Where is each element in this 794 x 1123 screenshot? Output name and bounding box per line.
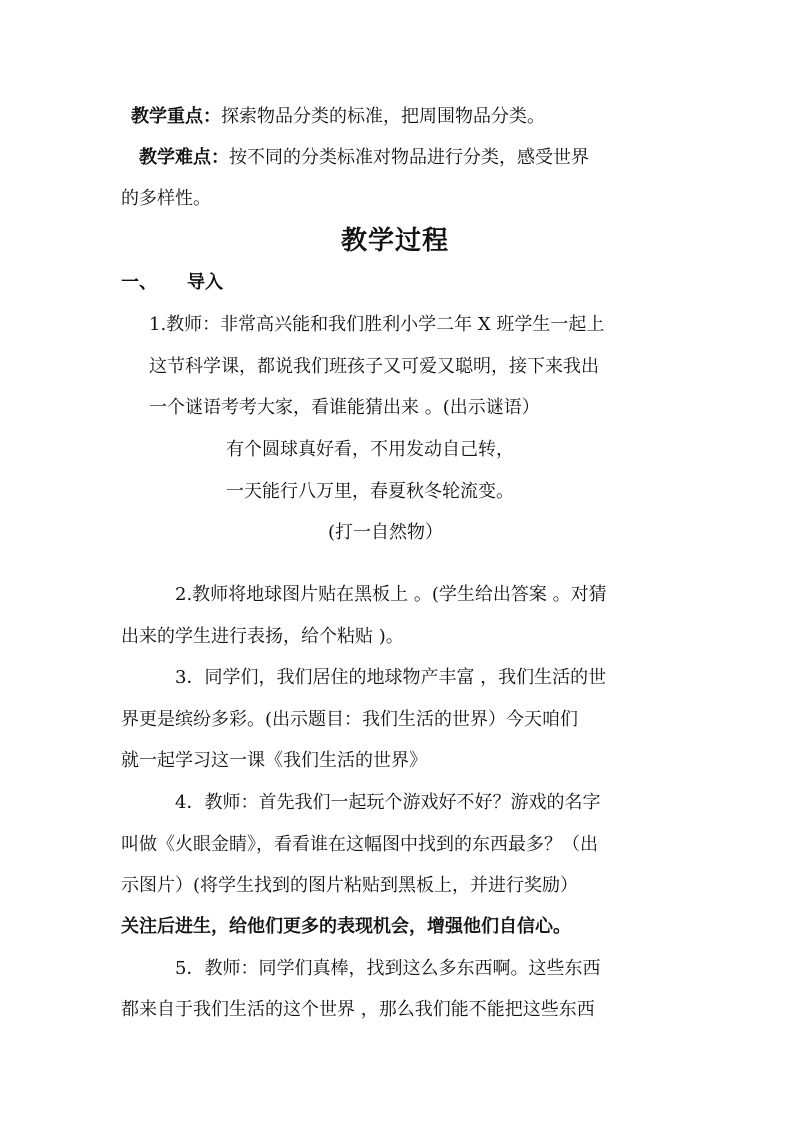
para1-line-3: 一个谜语考考大家，看谁能猜出来 。(出示谜语） <box>149 397 540 418</box>
para3-line-3: 就一起学习这一课《我们生活的世界》 <box>121 750 427 771</box>
para3-line-2: 界更是缤纷多彩。(出示题目：我们生活的世界）今天咱们 <box>121 709 579 730</box>
para4-line-4-emphasis: 关注后进生，给他们更多的表现机会，增强他们自信心。 <box>121 916 571 937</box>
section-1-number: 一、 <box>121 272 157 293</box>
para1-line-2: 这节科学课，都说我们班孩子又可爱又聪明，接下来我出 <box>149 356 599 377</box>
difficulties-text-1: 按不同的分类标准对物品进行分类，感受世界 <box>229 147 589 168</box>
section-1-heading <box>121 274 223 292</box>
page-title: 教学过程 <box>341 226 450 256</box>
difficulties-line-1 <box>139 149 589 167</box>
para4-line-3: 示图片）(将学生找到的图片粘贴到黑板上，并进行奖励） <box>121 875 579 896</box>
key-points-label: 教学重点： <box>131 106 221 127</box>
para3-line-1: 3．同学们，我们居住的地球物产丰富 ，我们生活的世 <box>175 667 607 688</box>
difficulties-line-2: 的多样性。 <box>121 188 211 209</box>
riddle-line-2: 一天能行八万里，春夏秋冬轮流变。 <box>226 481 514 502</box>
riddle-hint: (打一自然物） <box>328 522 444 543</box>
para4-line-1: 4．教师：首先我们一起玩个游戏好不好？游戏的名字 <box>175 792 601 813</box>
key-points-text: 探索物品分类的标准，把周围物品分类。 <box>221 106 545 127</box>
para2-line-2: 出来的学生进行表扬，给个粘贴 )。 <box>121 626 404 647</box>
para5-line-1: 5．教师：同学们真棒，找到这么多东西啊。这些东西 <box>175 958 601 979</box>
section-1-title: 导入 <box>187 272 223 293</box>
difficulties-label: 教学难点： <box>139 147 229 168</box>
para2-line-1: 2.教师将地球图片贴在黑板上 。(学生给出答案 。对猜 <box>175 584 607 605</box>
para5-line-2: 都来自于我们生活的这个世界 ，那么我们能不能把这些东西 <box>121 999 595 1020</box>
key-points-line <box>131 108 545 126</box>
para1-line-1: 1.教师：非常高兴能和我们胜利小学二年 X 班学生一起上 <box>149 314 605 335</box>
riddle-line-1: 有个圆球真好看，不用发动自己转， <box>226 439 514 460</box>
para4-line-2: 叫做《火眼金睛》，看看谁在这幅图中找到的东西最多？（出 <box>121 834 598 855</box>
